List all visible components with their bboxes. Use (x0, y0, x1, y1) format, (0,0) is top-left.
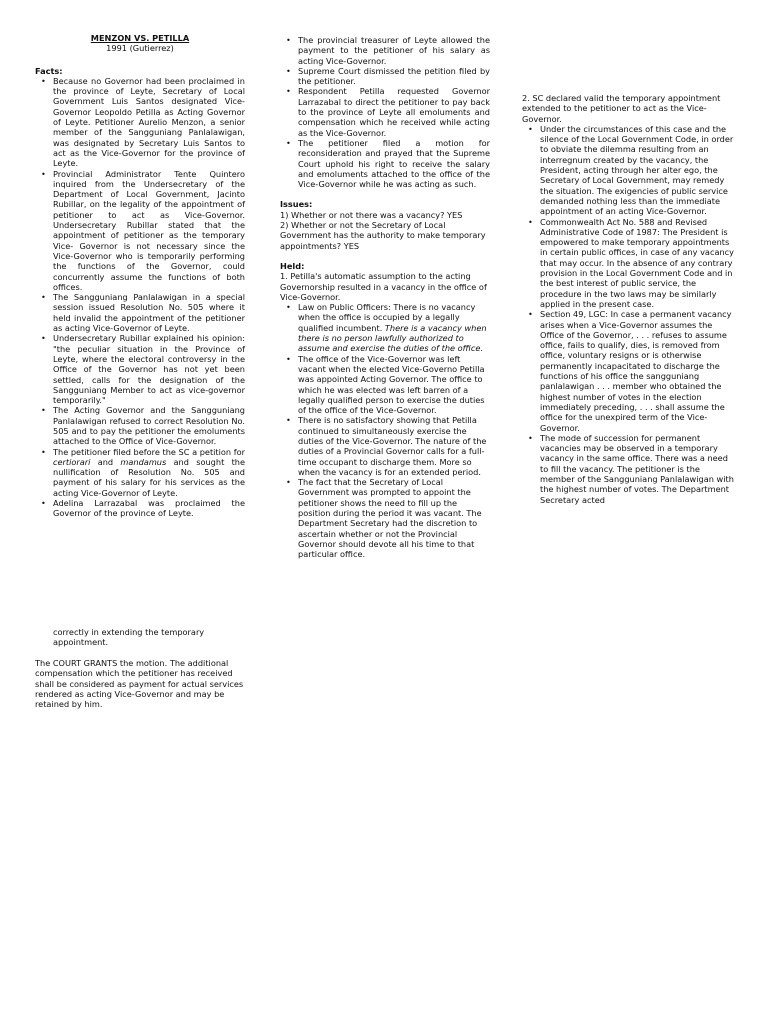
facts-item: • Respondent Petilla requested Governor Larrazabal to direct the petitioner to pay back to the province of Leyte all emoluments and compensation which he received while acting as the Vice-Governor. (298, 86, 490, 137)
issue-line: 2) Whether or not the Secretary of Local Government has the authority to make temporary appointments? YES (280, 220, 486, 251)
held-item: • There is no satisfactory showing that Petilla continued to simultaneously exercise the duties of the Vice-Governor. The nature of the duties of a Provincial Governor calls for a full-time occupant to discharge them. More so when the vacancy is for an extended period. (298, 415, 490, 477)
facts-item: • The provincial treasurer of Leyte allowed the payment to the petitioner of his salary as acting Vice-Governor. (298, 35, 490, 66)
facts-heading: Facts: (35, 65, 63, 76)
column-1 (35, 33, 245, 519)
issue-line: 1) Whether or not there was a vacancy? YES (280, 209, 463, 220)
case-subtitle: 1991 (Gutierrez) (106, 43, 174, 54)
facts-item: • Because no Governor had been proclaimed in the province of Leyte, Secretary of Local Government Luis Santos designated Vice-Governor Leopoldo Petilla as Acting Governor of Leyte. Petitioner Aurelio Menzon, a senior member of the Sangguniang Panlalawigan, was designated by Secretary Luis Santos to act as the Vice-Governor for the province of Leyte. (53, 76, 245, 169)
facts-item: • Supreme Court dismissed the petition filed by the petitioner. (298, 66, 490, 87)
held-item: • Commonwealth Act No. 588 and Revised Administrative Code of 1987: The President is empowered to make temporary appointments in certain public offices, in case of any vacancy that may occur. In the absence of any contrary provision in the Local Government Code and in the best interest of public service, the procedure in the two laws may be similarly applied in the present case. (540, 217, 734, 310)
held-point-2: 2. SC declared valid the temporary appointment extended to the petitioner to act as the Vice-Governor. (522, 93, 721, 124)
facts-list-part-1 (35, 76, 245, 519)
column-3 (522, 35, 734, 505)
held-continuation: correctly in extending the temporary appointment. (53, 627, 205, 648)
held-list-1 (280, 302, 490, 559)
facts-item: • Undersecretary Rubillar explained his opinion: "the peculiar situation in the Province of Leyte, where the electoral controversy in the Office of the Governor has not yet been settled, calls for the designation of the Sangguniang Member to act as vice-governor temporarily." (53, 333, 245, 405)
facts-item: • The petitioner filed before the SC a petition for certiorari and mandamus and sought the nullification of Resolution No. 505 and payment of his salary for his services as the acting Vice-Governor of Leyte. (53, 447, 245, 498)
facts-item: • Adelina Larrazabal was proclaimed the Governor of the province of Leyte. (53, 498, 245, 519)
held-heading: Held: (280, 260, 305, 271)
held-item: • The mode of succession for permanent vacancies may be observed in a temporary vacancy in the same office. There was a need to fill the vacancy. The petitioner is the member of the Sangguniang Panlalawigan with the highest number of votes. The Department Secretary acted (540, 433, 734, 505)
held-item: • Section 49, LGC: In case a permanent vacancy arises when a Vice-Governor assumes the Office of the Governor, . . . refuses to assume office, fails to qualify, dies, is removed from office, voluntary resigns or is otherwise permanently incapacitated to discharge the functions of his office the sangguniang panlalawigan . . . member who obtained the highest number of votes in the election immediately preceding, . . . shall assume the office for the unexpired term of the Vice-Governor. (540, 309, 734, 433)
facts-item: • The petitioner filed a motion for reconsideration and prayed that the Supreme Court uphold his right to receive the salary and emoluments attached to the office of the Vice-Governor while he was acting as such. (298, 138, 490, 189)
column-2 (280, 35, 490, 560)
court-ruling: The COURT GRANTS the motion. The additional compensation which the petitioner has received shall be considered as payment for actual services rendered as acting Vice-Governor and may be retained by him. (35, 658, 244, 710)
held-point-1: 1. Petilla's automatic assumption to the acting Governorship resulted in a vacancy in the office of Vice-Governor. (280, 271, 487, 302)
held-item: • Law on Public Officers: There is no vacancy when the office is occupied by a legally qualified incumbent. There is a vacancy when there is no person lawfully authorized to assume and exercise the duties of the office. (298, 302, 490, 353)
facts-item: • The Acting Governor and the Sangguniang Panlalawigan refused to correct Resolution No. 505 and to pay the petitioner the emoluments attached to the Office of Vice-Governor. (53, 405, 245, 446)
facts-item: • Provincial Administrator Tente Quintero inquired from the Undersecretary of the Department of Local Government, Jacinto Rubillar, on the legality of the appointment of petitioner to act as Vice-Governor. Undersecretary Rubillar stated that the appointment of petitioner as the temporary Vice- Governor is not necessary since the Vice-Governor who is temporarily performing the functions of the Governor, could concurrently assume the functions of both offices. (53, 169, 245, 293)
facts-item: • The Sangguniang Panlalawigan in a special session issued Resolution No. 505 where it held invalid the appointment of the petitioner as acting Vice-Governor of Leyte. (53, 292, 245, 333)
facts-list-part-2 (280, 35, 490, 189)
held-item: • Under the circumstances of this case and the silence of the Local Government Code, in order to obviate the dilemma resulting from an interregnum created by the vacancy, the President, acting through her alter ego, the Secretary of Local Government, may remedy the situation. The exigencies of public service demanded nothing less than the immediate appointment of an acting Vice-Governor. (540, 124, 734, 217)
held-item: • The fact that the Secretary of Local Government was prompted to appoint the petitioner shows the need to fill up the position during the period it was vacant. The Department Secretary had the discretion to ascertain whether or not the Provincial Governor should devote all his time to that particular office. (298, 477, 490, 559)
case-title: MENZON VS. PETILLA (90, 33, 190, 43)
held-item: • The office of the Vice-Governor was left vacant when the elected Vice-Governo Petilla was appointed Acting Governor. The office to which he was elected was left barren of a legally qualified person to exercise the duties of the office of the Vice-Governor. (298, 354, 490, 416)
issues-heading: Issues: (280, 199, 313, 210)
held-list-2 (522, 124, 734, 505)
